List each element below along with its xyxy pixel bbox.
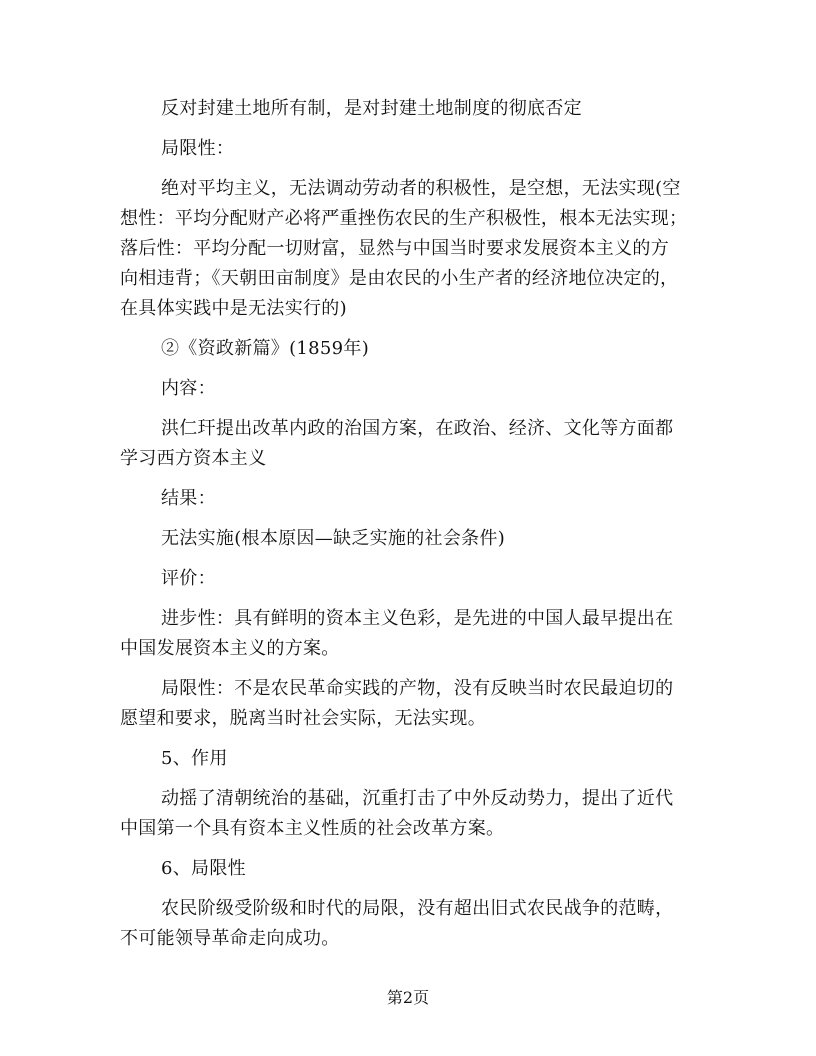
text-line: 中国第一个具有资本主义性质的社会改革方案。 (120, 818, 505, 839)
paragraph (120, 674, 700, 734)
text-line: 洪仁玕提出改革内政的治国方案，在政治、经济、文化等方面都 (161, 418, 674, 439)
text-line: 愿望和要求，脱离当时社会实际，无法实现。 (120, 708, 486, 729)
paragraph-gap (120, 844, 700, 854)
text-line: 反对封建土地所有制，是对封建土地制度的彻底否定 (161, 98, 582, 119)
paragraph (120, 784, 700, 844)
paragraph-gap (120, 594, 700, 604)
text-line: 想性：平均分配财产必将严重挫伤农民的生产积极性，根本无法实现； (120, 208, 688, 229)
paragraph-gap (120, 404, 700, 414)
paragraph-gap (120, 514, 700, 524)
paragraph-gap (120, 364, 700, 374)
text-line: 局限性： (161, 138, 235, 159)
text-line: 无法实施(根本原因—缺乏实施的社会条件) (161, 528, 506, 549)
paragraph (120, 564, 700, 594)
paragraph (120, 744, 700, 774)
paragraph-gap (120, 774, 700, 784)
paragraph (120, 134, 700, 164)
paragraph (120, 484, 700, 514)
text-line: 动摇了清朝统治的基础，沉重打击了中外反动势力，提出了近代 (161, 788, 674, 809)
document-body (120, 94, 700, 954)
paragraph (120, 894, 700, 954)
paragraph (120, 374, 700, 404)
text-line: 落后性：平均分配一切财富，显然与中国当时要求发展资本主义的方 (120, 238, 669, 259)
paragraph-gap (120, 664, 700, 674)
text-line: 学习西方资本主义 (120, 448, 267, 469)
text-line: 绝对平均主义，无法调动劳动者的积极性，是空想，无法实现(空 (161, 178, 681, 199)
paragraph-gap (120, 474, 700, 484)
text-line: 内容： (161, 378, 216, 399)
text-line: 向相违背；《天朝田亩制度》是由农民的小生产者的经济地位决定的， (120, 268, 679, 289)
paragraph (120, 854, 700, 884)
text-line: 农民阶级受阶级和时代的局限，没有超出旧式农民战争的范畴， (161, 898, 674, 919)
paragraph-gap (120, 164, 700, 174)
paragraph-gap (120, 124, 700, 134)
paragraph (120, 524, 700, 554)
text-line: 局限性：不是农民革命实践的产物，没有反映当时农民最迫切的 (161, 678, 674, 699)
text-line: 6、局限性 (161, 858, 246, 879)
paragraph-gap (120, 554, 700, 564)
text-line: 在具体实践中是无法实行的) (120, 298, 347, 319)
paragraph (120, 604, 700, 664)
paragraph (120, 174, 700, 324)
paragraph-gap (120, 324, 700, 334)
text-line: 进步性：具有鲜明的资本主义色彩，是先进的中国人最早提出在 (161, 608, 674, 629)
text-line: 不可能领导革命走向成功。 (120, 928, 340, 949)
paragraph (120, 334, 700, 364)
paragraph (120, 414, 700, 474)
text-line: 结果： (161, 488, 216, 509)
text-line: ②《资政新篇》(1859年) (161, 338, 370, 359)
paragraph-gap (120, 734, 700, 744)
paragraph-gap (120, 884, 700, 894)
text-line: 5、作用 (161, 748, 228, 769)
page-number: 第2页 (386, 988, 430, 1007)
text-line: 评价： (161, 568, 216, 589)
text-line: 中国发展资本主义的方案。 (120, 638, 340, 659)
paragraph (120, 94, 700, 124)
